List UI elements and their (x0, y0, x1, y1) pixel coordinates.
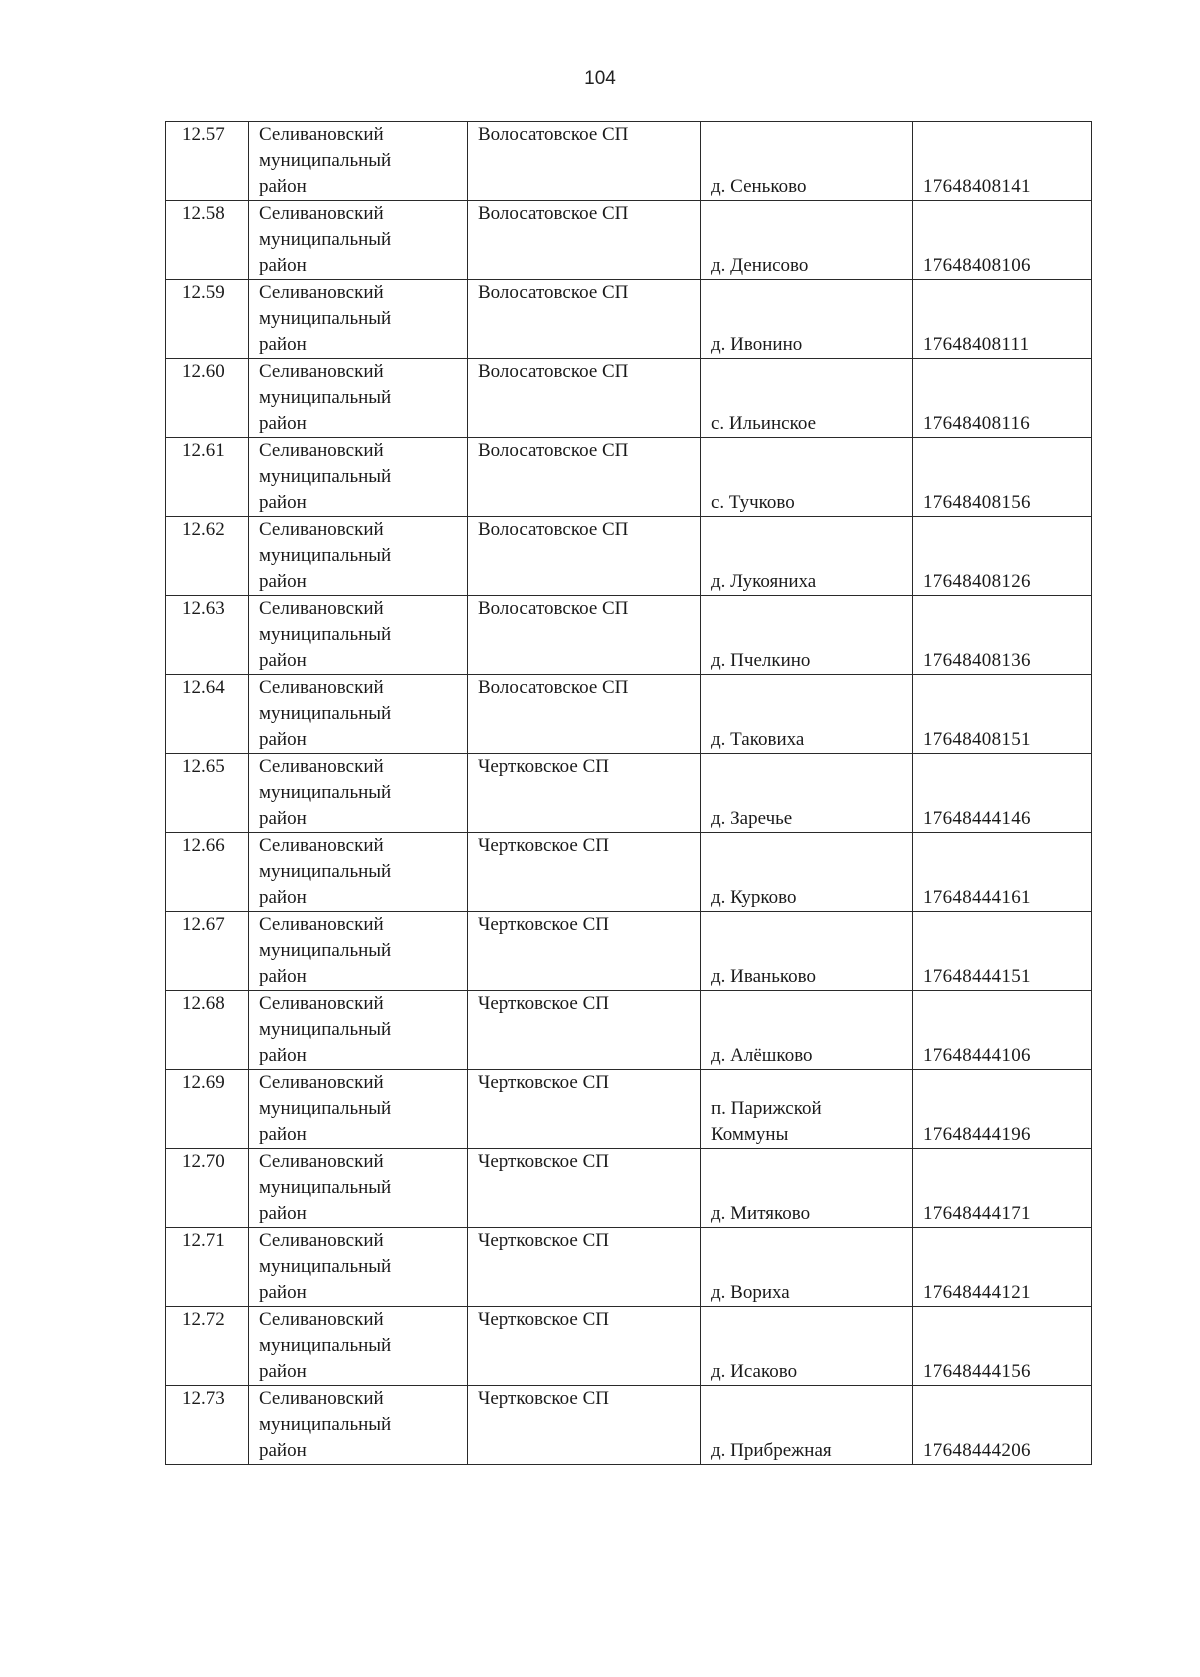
oktmo-code-cell: 17648444121 (913, 1228, 1092, 1307)
oktmo-code-cell: 17648408136 (913, 596, 1092, 675)
district-cell: Селивановский муниципальный район (249, 991, 468, 1070)
settlement-cell: Чертковское СП (468, 1307, 701, 1386)
locality-cell: д. Лукояниха (701, 517, 913, 596)
row-number-cell: 12.61 (166, 438, 249, 517)
table-row (166, 1149, 1092, 1228)
table-row (166, 991, 1092, 1070)
oktmo-code-cell: 17648408156 (913, 438, 1092, 517)
table-row (166, 1070, 1092, 1149)
row-number-cell: 12.71 (166, 1228, 249, 1307)
settlements-table (165, 121, 1092, 1465)
district-cell: Селивановский муниципальный район (249, 359, 468, 438)
page-number: 104 (584, 68, 616, 89)
district-cell: Селивановский муниципальный район (249, 517, 468, 596)
table-row (166, 912, 1092, 991)
row-number-cell: 12.69 (166, 1070, 249, 1149)
table-row (166, 1386, 1092, 1465)
row-number-cell: 12.66 (166, 833, 249, 912)
locality-cell: д. Курково (701, 833, 913, 912)
settlement-cell: Волосатовское СП (468, 596, 701, 675)
oktmo-code-cell: 17648408141 (913, 122, 1092, 201)
locality-cell: д. Воpиха (701, 1228, 913, 1307)
row-number-cell: 12.57 (166, 122, 249, 201)
settlement-cell: Чертковское СП (468, 912, 701, 991)
oktmo-code-cell: 17648444146 (913, 754, 1092, 833)
settlement-cell: Чертковское СП (468, 1228, 701, 1307)
row-number-cell: 12.72 (166, 1307, 249, 1386)
settlement-cell: Чертковское СП (468, 1386, 701, 1465)
table-row (166, 201, 1092, 280)
settlement-cell: Волосатовское СП (468, 359, 701, 438)
oktmo-code-cell: 17648444196 (913, 1070, 1092, 1149)
table-row (166, 280, 1092, 359)
row-number-cell: 12.65 (166, 754, 249, 833)
row-number-cell: 12.70 (166, 1149, 249, 1228)
locality-cell: п. Парижской Коммуны (701, 1070, 913, 1149)
settlement-cell: Чертковское СП (468, 833, 701, 912)
locality-cell: д. Митяково (701, 1149, 913, 1228)
row-number-cell: 12.68 (166, 991, 249, 1070)
district-cell: Селивановский муниципальный район (249, 1307, 468, 1386)
table-row (166, 596, 1092, 675)
locality-cell: д. Исаково (701, 1307, 913, 1386)
district-cell: Селивановский муниципальный район (249, 1070, 468, 1149)
table-row (166, 675, 1092, 754)
locality-cell: с. Тучково (701, 438, 913, 517)
settlement-cell: Чертковское СП (468, 754, 701, 833)
district-cell: Селивановский муниципальный район (249, 754, 468, 833)
locality-cell: с. Ильинское (701, 359, 913, 438)
oktmo-code-cell: 17648444161 (913, 833, 1092, 912)
oktmo-code-cell: 17648444106 (913, 991, 1092, 1070)
district-cell: Селивановский муниципальный район (249, 280, 468, 359)
settlement-cell: Чертковское СП (468, 1070, 701, 1149)
oktmo-code-cell: 17648444206 (913, 1386, 1092, 1465)
oktmo-code-cell: 17648408126 (913, 517, 1092, 596)
settlement-cell: Волосатовское СП (468, 438, 701, 517)
table-row (166, 359, 1092, 438)
settlement-cell: Чертковское СП (468, 991, 701, 1070)
row-number-cell: 12.73 (166, 1386, 249, 1465)
table-body (166, 122, 1092, 1465)
table-row (166, 438, 1092, 517)
locality-cell: д. Таковиха (701, 675, 913, 754)
oktmo-code-cell: 17648408116 (913, 359, 1092, 438)
district-cell: Селивановский муниципальный район (249, 201, 468, 280)
locality-cell: д. Прибрежная (701, 1386, 913, 1465)
settlement-cell: Волосатовское СП (468, 517, 701, 596)
locality-cell: д. Ивонино (701, 280, 913, 359)
locality-cell: д. Алёшково (701, 991, 913, 1070)
table-row (166, 122, 1092, 201)
settlement-cell: Волосатовское СП (468, 201, 701, 280)
locality-cell: д. Пчелкино (701, 596, 913, 675)
district-cell: Селивановский муниципальный район (249, 438, 468, 517)
row-number-cell: 12.58 (166, 201, 249, 280)
district-cell: Селивановский муниципальный район (249, 675, 468, 754)
row-number-cell: 12.60 (166, 359, 249, 438)
table-row (166, 833, 1092, 912)
locality-cell: д. Иваньково (701, 912, 913, 991)
table-row (166, 517, 1092, 596)
row-number-cell: 12.63 (166, 596, 249, 675)
row-number-cell: 12.67 (166, 912, 249, 991)
row-number-cell: 12.62 (166, 517, 249, 596)
row-number-cell: 12.64 (166, 675, 249, 754)
district-cell: Селивановский муниципальный район (249, 833, 468, 912)
locality-cell: д. Денисово (701, 201, 913, 280)
oktmo-code-cell: 17648444171 (913, 1149, 1092, 1228)
table-row (166, 1307, 1092, 1386)
table-row (166, 754, 1092, 833)
oktmo-code-cell: 17648408106 (913, 201, 1092, 280)
district-cell: Селивановский муниципальный район (249, 1228, 468, 1307)
settlement-cell: Волосатовское СП (468, 122, 701, 201)
district-cell: Селивановский муниципальный район (249, 596, 468, 675)
locality-cell: д. Заречье (701, 754, 913, 833)
district-cell: Селивановский муниципальный район (249, 122, 468, 201)
locality-cell: д. Сеньково (701, 122, 913, 201)
oktmo-code-cell: 17648408151 (913, 675, 1092, 754)
oktmo-code-cell: 17648408111 (913, 280, 1092, 359)
oktmo-code-cell: 17648444156 (913, 1307, 1092, 1386)
settlement-cell: Волосатовское СП (468, 280, 701, 359)
settlement-cell: Чертковское СП (468, 1149, 701, 1228)
district-cell: Селивановский муниципальный район (249, 912, 468, 991)
table-row (166, 1228, 1092, 1307)
district-cell: Селивановский муниципальный район (249, 1386, 468, 1465)
oktmo-code-cell: 17648444151 (913, 912, 1092, 991)
row-number-cell: 12.59 (166, 280, 249, 359)
district-cell: Селивановский муниципальный район (249, 1149, 468, 1228)
settlement-cell: Волосатовское СП (468, 675, 701, 754)
